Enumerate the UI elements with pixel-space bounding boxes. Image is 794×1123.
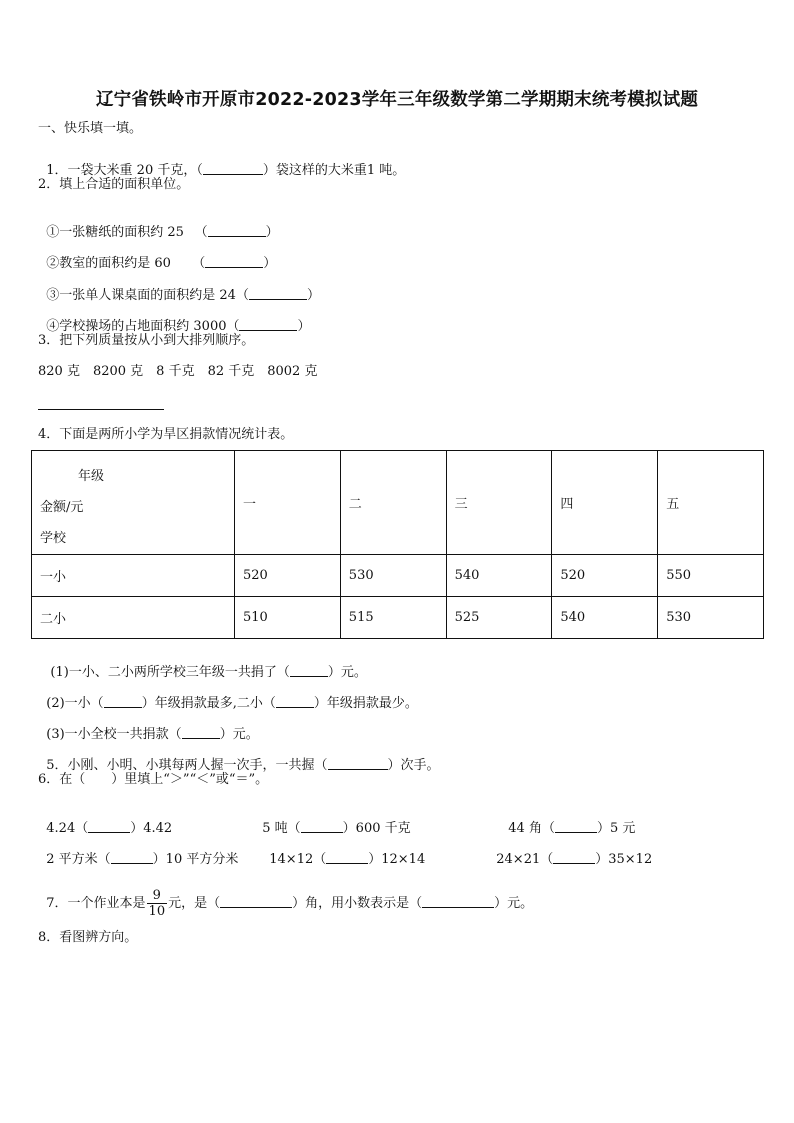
answer-blank[interactable] — [88, 820, 130, 833]
table-cell: 540 — [446, 555, 552, 597]
page-title: 辽宁省铁岭市开原市2022-2023学年三年级数学第二学期期末统考模拟试题 — [95, 90, 699, 110]
compare-item: 4.24（ ）4.42 — [46, 821, 173, 836]
question-8: 8．看图辨方向。 — [38, 930, 138, 945]
compare-item: 2 平方米（ ）10 平方分米 — [46, 852, 239, 867]
question-2-item: ③一张单人课桌面的面积约是 24（ ） — [46, 288, 320, 303]
grade-header: 二 — [340, 451, 446, 555]
question-4-sub: (3)一小全校一共捐款（ ）元。 — [46, 727, 259, 742]
compare-item: 5 吨（ ）600 千克 — [262, 821, 411, 836]
answer-blank[interactable] — [276, 695, 314, 708]
question-1: 1．一袋大米重 20 千克，（ ）袋这样的大米重1 吨。 — [46, 163, 406, 178]
question-7: 7．一个作业本是 $\frac{9}{10}$ 元，是（ ）角，用小数表示是（ ）元。 — [46, 888, 534, 919]
question-3-values: 820 克 8200 克 8 千克 82 千克 8002 克 — [38, 364, 318, 379]
donation-table — [31, 450, 764, 639]
question-4: 4．下面是两所小学为旱区捐款情况统计表。 — [38, 427, 294, 442]
question-2: 2．填上合适的面积单位。 — [38, 177, 190, 192]
table-cell: 520 — [235, 555, 341, 597]
question-5: 5．小刚、小明、小琪每两人握一次手，一共握（ ）次手。 — [46, 758, 440, 773]
table-cell: 520 — [552, 555, 658, 597]
answer-blank[interactable] — [555, 820, 597, 833]
answer-blank[interactable] — [239, 318, 297, 331]
answer-blank[interactable] — [205, 255, 263, 268]
answer-blank[interactable] — [220, 895, 292, 908]
table-corner-cell — [32, 451, 235, 555]
question-2-item: ①一张糖纸的面积约 25 （ ） — [46, 225, 279, 240]
header-label-school: 学校 — [40, 531, 67, 546]
answer-blank[interactable] — [328, 757, 388, 770]
table-cell: 515 — [340, 597, 446, 639]
grade-header: 四 — [552, 451, 658, 555]
header-label-grade: 年级 — [78, 469, 105, 484]
answer-blank[interactable] — [249, 287, 307, 300]
table-row — [32, 555, 764, 597]
table-row — [32, 597, 764, 639]
question-4-sub: (1)一小、二小两所学校三年级一共捐了（ ）元。 — [46, 665, 367, 680]
answer-blank[interactable] — [422, 895, 494, 908]
answer-blank[interactable] — [553, 851, 595, 864]
section-heading: 一、快乐填一填。 — [38, 121, 143, 136]
grade-header: 一 — [235, 451, 341, 555]
answer-blank[interactable] — [326, 851, 368, 864]
question-3: 3．把下列质量按从小到大排列顺序。 — [38, 333, 255, 348]
table-cell: 550 — [658, 555, 764, 597]
table-cell: 540 — [552, 597, 658, 639]
compare-item: 14×12（ ）12×14 — [269, 852, 426, 867]
school-name: 二小 — [32, 597, 235, 639]
table-cell: 530 — [340, 555, 446, 597]
table-cell: 530 — [658, 597, 764, 639]
compare-item: 44 角（ ）5 元 — [508, 821, 636, 836]
school-name: 一小 — [32, 555, 235, 597]
header-label-amount: 金额/元 — [40, 500, 84, 515]
table-header-row — [32, 451, 764, 555]
table-cell: 510 — [235, 597, 341, 639]
answer-blank[interactable] — [111, 851, 153, 864]
grade-header: 五 — [658, 451, 764, 555]
question-6: 6．在（ ）里填上“＞”“＜”或“＝”。 — [38, 772, 269, 787]
answer-blank[interactable] — [290, 664, 328, 677]
question-2-item: ④学校操场的占地面积约 3000（ ） — [46, 319, 311, 334]
fraction: $\frac{9}{10}$ — [148, 888, 166, 919]
grade-header: 三 — [446, 451, 552, 555]
answer-blank[interactable] — [182, 726, 220, 739]
question-2-item: ②教室的面积约是 60 （ ） — [46, 256, 277, 271]
table-cell: 525 — [446, 597, 552, 639]
answer-line[interactable] — [38, 409, 164, 410]
question-4-sub: (2)一小（ ）年级捐款最多,二小（ ）年级捐款最少。 — [46, 696, 418, 711]
answer-blank[interactable] — [203, 162, 263, 175]
answer-blank[interactable] — [208, 224, 266, 237]
compare-item: 24×21（ ）35×12 — [496, 852, 653, 867]
answer-blank[interactable] — [104, 695, 142, 708]
answer-blank[interactable] — [301, 820, 343, 833]
